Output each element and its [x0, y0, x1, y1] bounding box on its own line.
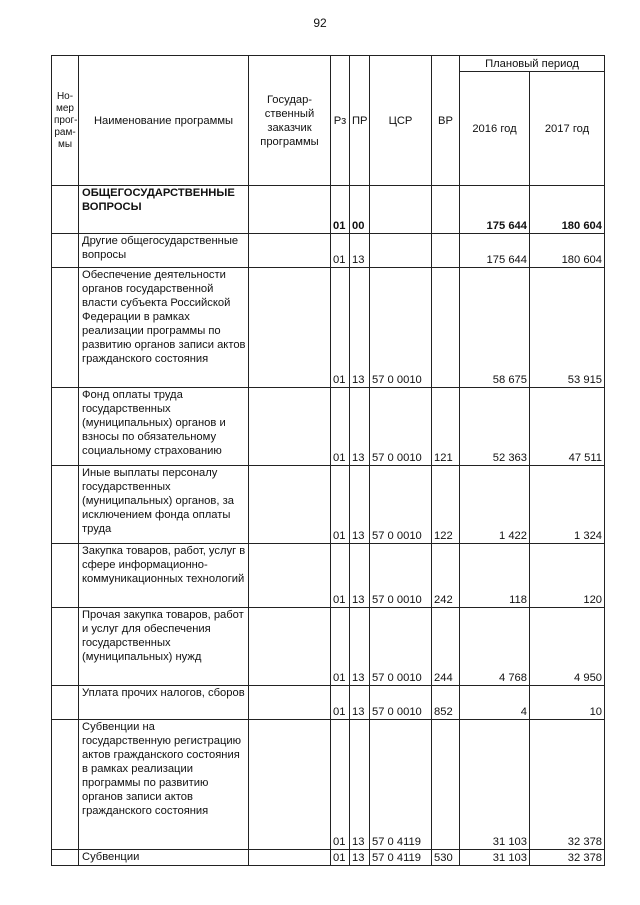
table-row: [52, 186, 605, 234]
value-2016-cell: 58 675: [460, 268, 530, 388]
num-cell: [52, 544, 79, 608]
program-name-cell: Закупка товаров, работ, услуг в сфере информационно-коммуникационных технологий: [79, 544, 249, 608]
rz-cell: 01: [331, 850, 350, 866]
value-2016-cell: 1 422: [460, 466, 530, 544]
value-2017-cell: 10: [530, 686, 605, 720]
rz-cell: 01: [331, 234, 350, 268]
vr-cell: [432, 186, 460, 234]
value-2016-cell: 175 644: [460, 186, 530, 234]
csr-cell: 57 0 0010: [370, 268, 432, 388]
value-2016-cell: 118: [460, 544, 530, 608]
program-name-cell: Фонд оплаты труда государственных (муниципальных) органов и взносы по обязательному социальному страхованию: [79, 388, 249, 466]
pr-cell: 13: [350, 466, 370, 544]
vr-cell: 121: [432, 388, 460, 466]
csr-cell: 57 0 0010: [370, 608, 432, 686]
value-2016-cell: 31 103: [460, 850, 530, 866]
customer-cell: [249, 686, 331, 720]
value-2016-cell: 4 768: [460, 608, 530, 686]
header-customer: Государ- ственный заказчик программы: [249, 56, 331, 186]
rz-cell: 01: [331, 466, 350, 544]
num-cell: [52, 720, 79, 850]
vr-cell: [432, 234, 460, 268]
value-2017-cell: 53 915: [530, 268, 605, 388]
pr-cell: 00: [350, 186, 370, 234]
program-name-cell: Иные выплаты персоналу государственных (муниципальных) органов, за исключением фонда оплаты труда: [79, 466, 249, 544]
vr-cell: 122: [432, 466, 460, 544]
vr-cell: 852: [432, 686, 460, 720]
program-name-cell: Субвенции: [79, 850, 249, 866]
vr-cell: [432, 720, 460, 850]
page-number: 92: [313, 16, 327, 30]
table-row: [52, 268, 605, 388]
table-row: [52, 720, 605, 850]
csr-cell: [370, 234, 432, 268]
value-2017-cell: 120: [530, 544, 605, 608]
header-csr: ЦСР: [370, 56, 432, 186]
table-row: [52, 850, 605, 866]
customer-cell: [249, 466, 331, 544]
program-name-cell: Другие общегосударственные вопросы: [79, 234, 249, 268]
value-2017-cell: 1 324: [530, 466, 605, 544]
program-name-cell: Прочая закупка товаров, работ и услуг для обеспечения государственных (муниципальных) нужд: [79, 608, 249, 686]
csr-cell: 57 0 0010: [370, 388, 432, 466]
program-name-cell: ОБЩЕГОСУДАРСТВЕННЫЕ ВОПРОСЫ: [79, 186, 249, 234]
customer-cell: [249, 544, 331, 608]
header-program-number: Но- мер прог- рам- мы: [52, 56, 79, 186]
rz-cell: 01: [331, 608, 350, 686]
rz-cell: 01: [331, 186, 350, 234]
value-2016-cell: 31 103: [460, 720, 530, 850]
table-row: [52, 544, 605, 608]
value-2017-cell: 4 950: [530, 608, 605, 686]
value-2016-cell: 175 644: [460, 234, 530, 268]
value-2017-cell: 47 511: [530, 388, 605, 466]
table-row: [52, 466, 605, 544]
customer-cell: [249, 850, 331, 866]
num-cell: [52, 186, 79, 234]
value-2017-cell: 180 604: [530, 186, 605, 234]
table-row: [52, 388, 605, 466]
header-rz: Рз: [331, 56, 350, 186]
rz-cell: 01: [331, 388, 350, 466]
csr-cell: [370, 186, 432, 234]
rz-cell: 01: [331, 686, 350, 720]
num-cell: [52, 466, 79, 544]
pr-cell: 13: [350, 388, 370, 466]
pr-cell: 13: [350, 544, 370, 608]
header-vr: ВР: [432, 56, 460, 186]
csr-cell: 57 0 4119: [370, 720, 432, 850]
customer-cell: [249, 268, 331, 388]
vr-cell: 242: [432, 544, 460, 608]
pr-cell: 13: [350, 720, 370, 850]
table-body: [52, 186, 605, 866]
table-row: [52, 686, 605, 720]
program-table: [51, 55, 605, 866]
value-2016-cell: 4: [460, 686, 530, 720]
csr-cell: 57 0 0010: [370, 686, 432, 720]
header-pr: ПР: [350, 56, 370, 186]
csr-cell: 57 0 0010: [370, 544, 432, 608]
rz-cell: 01: [331, 720, 350, 850]
table-row: [52, 234, 605, 268]
num-cell: [52, 268, 79, 388]
customer-cell: [249, 388, 331, 466]
program-name-cell: Обеспечение деятельности органов государственной власти субъекта Российской Федерации в рамках реализации программы по развитию органов записи актов гражданского состояния: [79, 268, 249, 388]
customer-cell: [249, 186, 331, 234]
value-2017-cell: 180 604: [530, 234, 605, 268]
value-2016-cell: 52 363: [460, 388, 530, 466]
vr-cell: 530: [432, 850, 460, 866]
num-cell: [52, 388, 79, 466]
pr-cell: 13: [350, 686, 370, 720]
num-cell: [52, 608, 79, 686]
rz-cell: 01: [331, 544, 350, 608]
customer-cell: [249, 720, 331, 850]
value-2017-cell: 32 378: [530, 850, 605, 866]
program-name-cell: Уплата прочих налогов, сборов: [79, 686, 249, 720]
table-row: [52, 608, 605, 686]
vr-cell: 244: [432, 608, 460, 686]
csr-cell: 57 0 0010: [370, 466, 432, 544]
csr-cell: 57 0 4119: [370, 850, 432, 866]
header-program-name: Наименование программы: [79, 56, 249, 186]
num-cell: [52, 686, 79, 720]
value-2017-cell: 32 378: [530, 720, 605, 850]
pr-cell: 13: [350, 268, 370, 388]
customer-cell: [249, 608, 331, 686]
rz-cell: 01: [331, 268, 350, 388]
header-year-2017: 2017 год: [530, 72, 605, 186]
table-header: [52, 56, 605, 186]
pr-cell: 13: [350, 608, 370, 686]
header-year-2016: 2016 год: [460, 72, 530, 186]
pr-cell: 13: [350, 850, 370, 866]
vr-cell: [432, 268, 460, 388]
customer-cell: [249, 234, 331, 268]
pr-cell: 13: [350, 234, 370, 268]
program-name-cell: Субвенции на государственную регистрацию актов гражданского состояния в рамках реализации программы по развитию органов записи актов гражданского состояния: [79, 720, 249, 850]
header-plan-period: Плановый период: [460, 56, 605, 72]
num-cell: [52, 850, 79, 866]
num-cell: [52, 234, 79, 268]
